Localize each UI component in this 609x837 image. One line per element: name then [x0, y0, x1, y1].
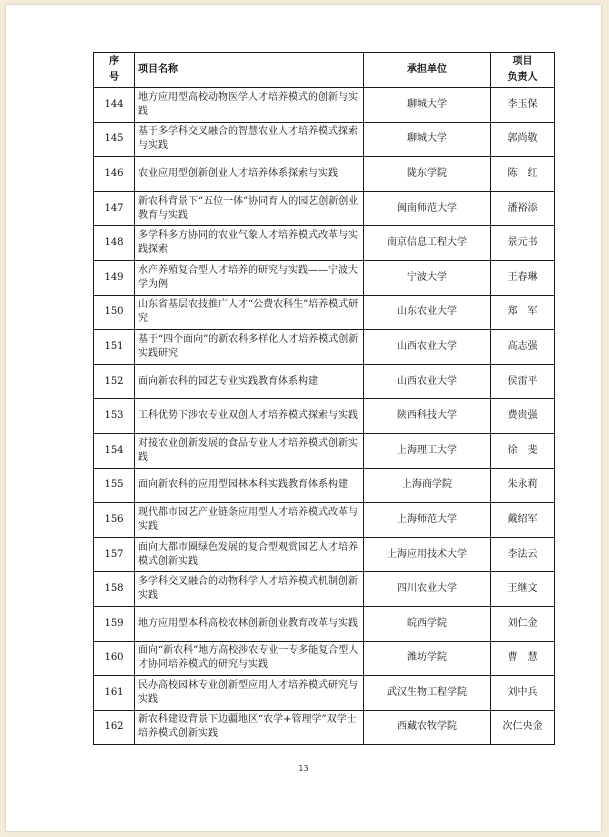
document-page — [6, 5, 601, 831]
row-number: 151 — [94, 330, 135, 365]
table-row — [94, 157, 555, 192]
institution: 陇东学院 — [364, 157, 491, 192]
project-name: 多学科多方协同的农业气象人才培养模式改革与实践探索 — [135, 226, 364, 261]
header-no: 序 号 — [94, 53, 135, 88]
table-row — [94, 191, 555, 226]
project-leader: 潘裕添 — [491, 191, 555, 226]
header-name: 项目名称 — [135, 53, 364, 88]
row-number: 159 — [94, 606, 135, 641]
table-row — [94, 88, 555, 123]
project-leader: 徐 斐 — [491, 433, 555, 468]
institution: 南京信息工程大学 — [364, 226, 491, 261]
row-number: 145 — [94, 122, 135, 157]
table-row — [94, 641, 555, 676]
project-leader: 陈 红 — [491, 157, 555, 192]
row-number: 158 — [94, 572, 135, 607]
row-number: 144 — [94, 88, 135, 123]
table-row — [94, 503, 555, 538]
row-number: 152 — [94, 364, 135, 399]
institution: 上海理工大学 — [364, 433, 491, 468]
institution: 潍坊学院 — [364, 641, 491, 676]
row-number: 150 — [94, 295, 135, 330]
project-leader: 景元书 — [491, 226, 555, 261]
project-leader: 侯雷平 — [491, 364, 555, 399]
project-name: 基于多学科交叉融合的智慧农业人才培养模式探索与实践 — [135, 122, 364, 157]
project-leader: 郭尚敬 — [491, 122, 555, 157]
project-leader: 李法云 — [491, 537, 555, 572]
project-leader: 戴绍军 — [491, 503, 555, 538]
table-row — [94, 226, 555, 261]
table-row — [94, 122, 555, 157]
row-number: 161 — [94, 676, 135, 711]
row-number: 154 — [94, 433, 135, 468]
table-row — [94, 676, 555, 711]
institution: 山西农业大学 — [364, 330, 491, 365]
project-name: 面向新农科的应用型园林本科实践教育体系构建 — [135, 468, 364, 503]
table-body — [94, 88, 555, 745]
project-name: 对接农业创新发展的食品专业人才培养模式创新实践 — [135, 433, 364, 468]
table-row — [94, 433, 555, 468]
project-table — [93, 52, 555, 745]
institution: 山西农业大学 — [364, 364, 491, 399]
table-row — [94, 572, 555, 607]
row-number: 157 — [94, 537, 135, 572]
table-row — [94, 468, 555, 503]
project-leader: 次仁央金 — [491, 710, 555, 745]
institution: 山东农业大学 — [364, 295, 491, 330]
institution: 武汉生物工程学院 — [364, 676, 491, 711]
row-number: 146 — [94, 157, 135, 192]
project-name: 农业应用型创新创业人才培养体系探索与实践 — [135, 157, 364, 192]
table-row — [94, 330, 555, 365]
project-leader: 费贵强 — [491, 399, 555, 434]
project-name: 山东省基层农技推广人才“公费农科生”培养模式研究 — [135, 295, 364, 330]
project-name: 面向“新农科”地方高校涉农专业一专多能复合型人才协同培养模式的研究与实践 — [135, 641, 364, 676]
project-name: 地方应用型本科高校农林创新创业教育改革与实践 — [135, 606, 364, 641]
project-leader: 郑 军 — [491, 295, 555, 330]
header-lead: 项目 负责人 — [491, 53, 555, 88]
institution: 上海应用技术大学 — [364, 537, 491, 572]
institution: 上海商学院 — [364, 468, 491, 503]
project-leader: 高志强 — [491, 330, 555, 365]
institution: 宁波大学 — [364, 260, 491, 295]
table-row — [94, 537, 555, 572]
row-number: 153 — [94, 399, 135, 434]
institution: 皖西学院 — [364, 606, 491, 641]
row-number: 162 — [94, 710, 135, 745]
institution: 陕西科技大学 — [364, 399, 491, 434]
project-name: 水产养殖复合型人才培养的研究与实践——宁波大学为例 — [135, 260, 364, 295]
row-number: 156 — [94, 503, 135, 538]
institution: 上海师范大学 — [364, 503, 491, 538]
institution: 聊城大学 — [364, 122, 491, 157]
header-unit: 承担单位 — [364, 53, 491, 88]
table-row — [94, 364, 555, 399]
row-number: 155 — [94, 468, 135, 503]
project-leader: 刘仁金 — [491, 606, 555, 641]
project-leader: 李玉保 — [491, 88, 555, 123]
project-leader: 曹 慧 — [491, 641, 555, 676]
table-row — [94, 606, 555, 641]
table-row — [94, 710, 555, 745]
project-name: 民办高校园林专业创新型应用人才培养模式研究与实践 — [135, 676, 364, 711]
project-name: 面向新农科的园艺专业实践教育体系构建 — [135, 364, 364, 399]
project-name: 现代都市园艺产业链条应用型人才培养模式改革与实践 — [135, 503, 364, 538]
page-number: 13 — [298, 764, 309, 773]
institution: 西藏农牧学院 — [364, 710, 491, 745]
table-row — [94, 295, 555, 330]
institution: 四川农业大学 — [364, 572, 491, 607]
project-leader: 刘中兵 — [491, 676, 555, 711]
row-number: 160 — [94, 641, 135, 676]
project-name: 多学科交叉融合的动物科学人才培养模式机制创新实践 — [135, 572, 364, 607]
institution: 聊城大学 — [364, 88, 491, 123]
project-name: 地方应用型高校动物医学人才培养模式的创新与实践 — [135, 88, 364, 123]
table-row — [94, 399, 555, 434]
institution: 闽南师范大学 — [364, 191, 491, 226]
table-row — [94, 260, 555, 295]
project-leader: 朱永莉 — [491, 468, 555, 503]
project-name: 新农科背景下“五位一体”协同育人的园艺创新创业教育与实践 — [135, 191, 364, 226]
table-header-row — [94, 53, 555, 88]
row-number: 148 — [94, 226, 135, 261]
row-number: 147 — [94, 191, 135, 226]
project-leader: 王春琳 — [491, 260, 555, 295]
project-leader: 王继文 — [491, 572, 555, 607]
project-name: 面向大都市圈绿色发展的复合型观赏园艺人才培养模式创新实践 — [135, 537, 364, 572]
row-number: 149 — [94, 260, 135, 295]
project-name: 新农科建设背景下边疆地区“农学+管理学”双学士培养模式创新实践 — [135, 710, 364, 745]
project-name: 基于“四个面向”的新农科多样化人才培养模式创新实践研究 — [135, 330, 364, 365]
project-name: 工科优势下涉农专业双创人才培养模式探索与实践 — [135, 399, 364, 434]
